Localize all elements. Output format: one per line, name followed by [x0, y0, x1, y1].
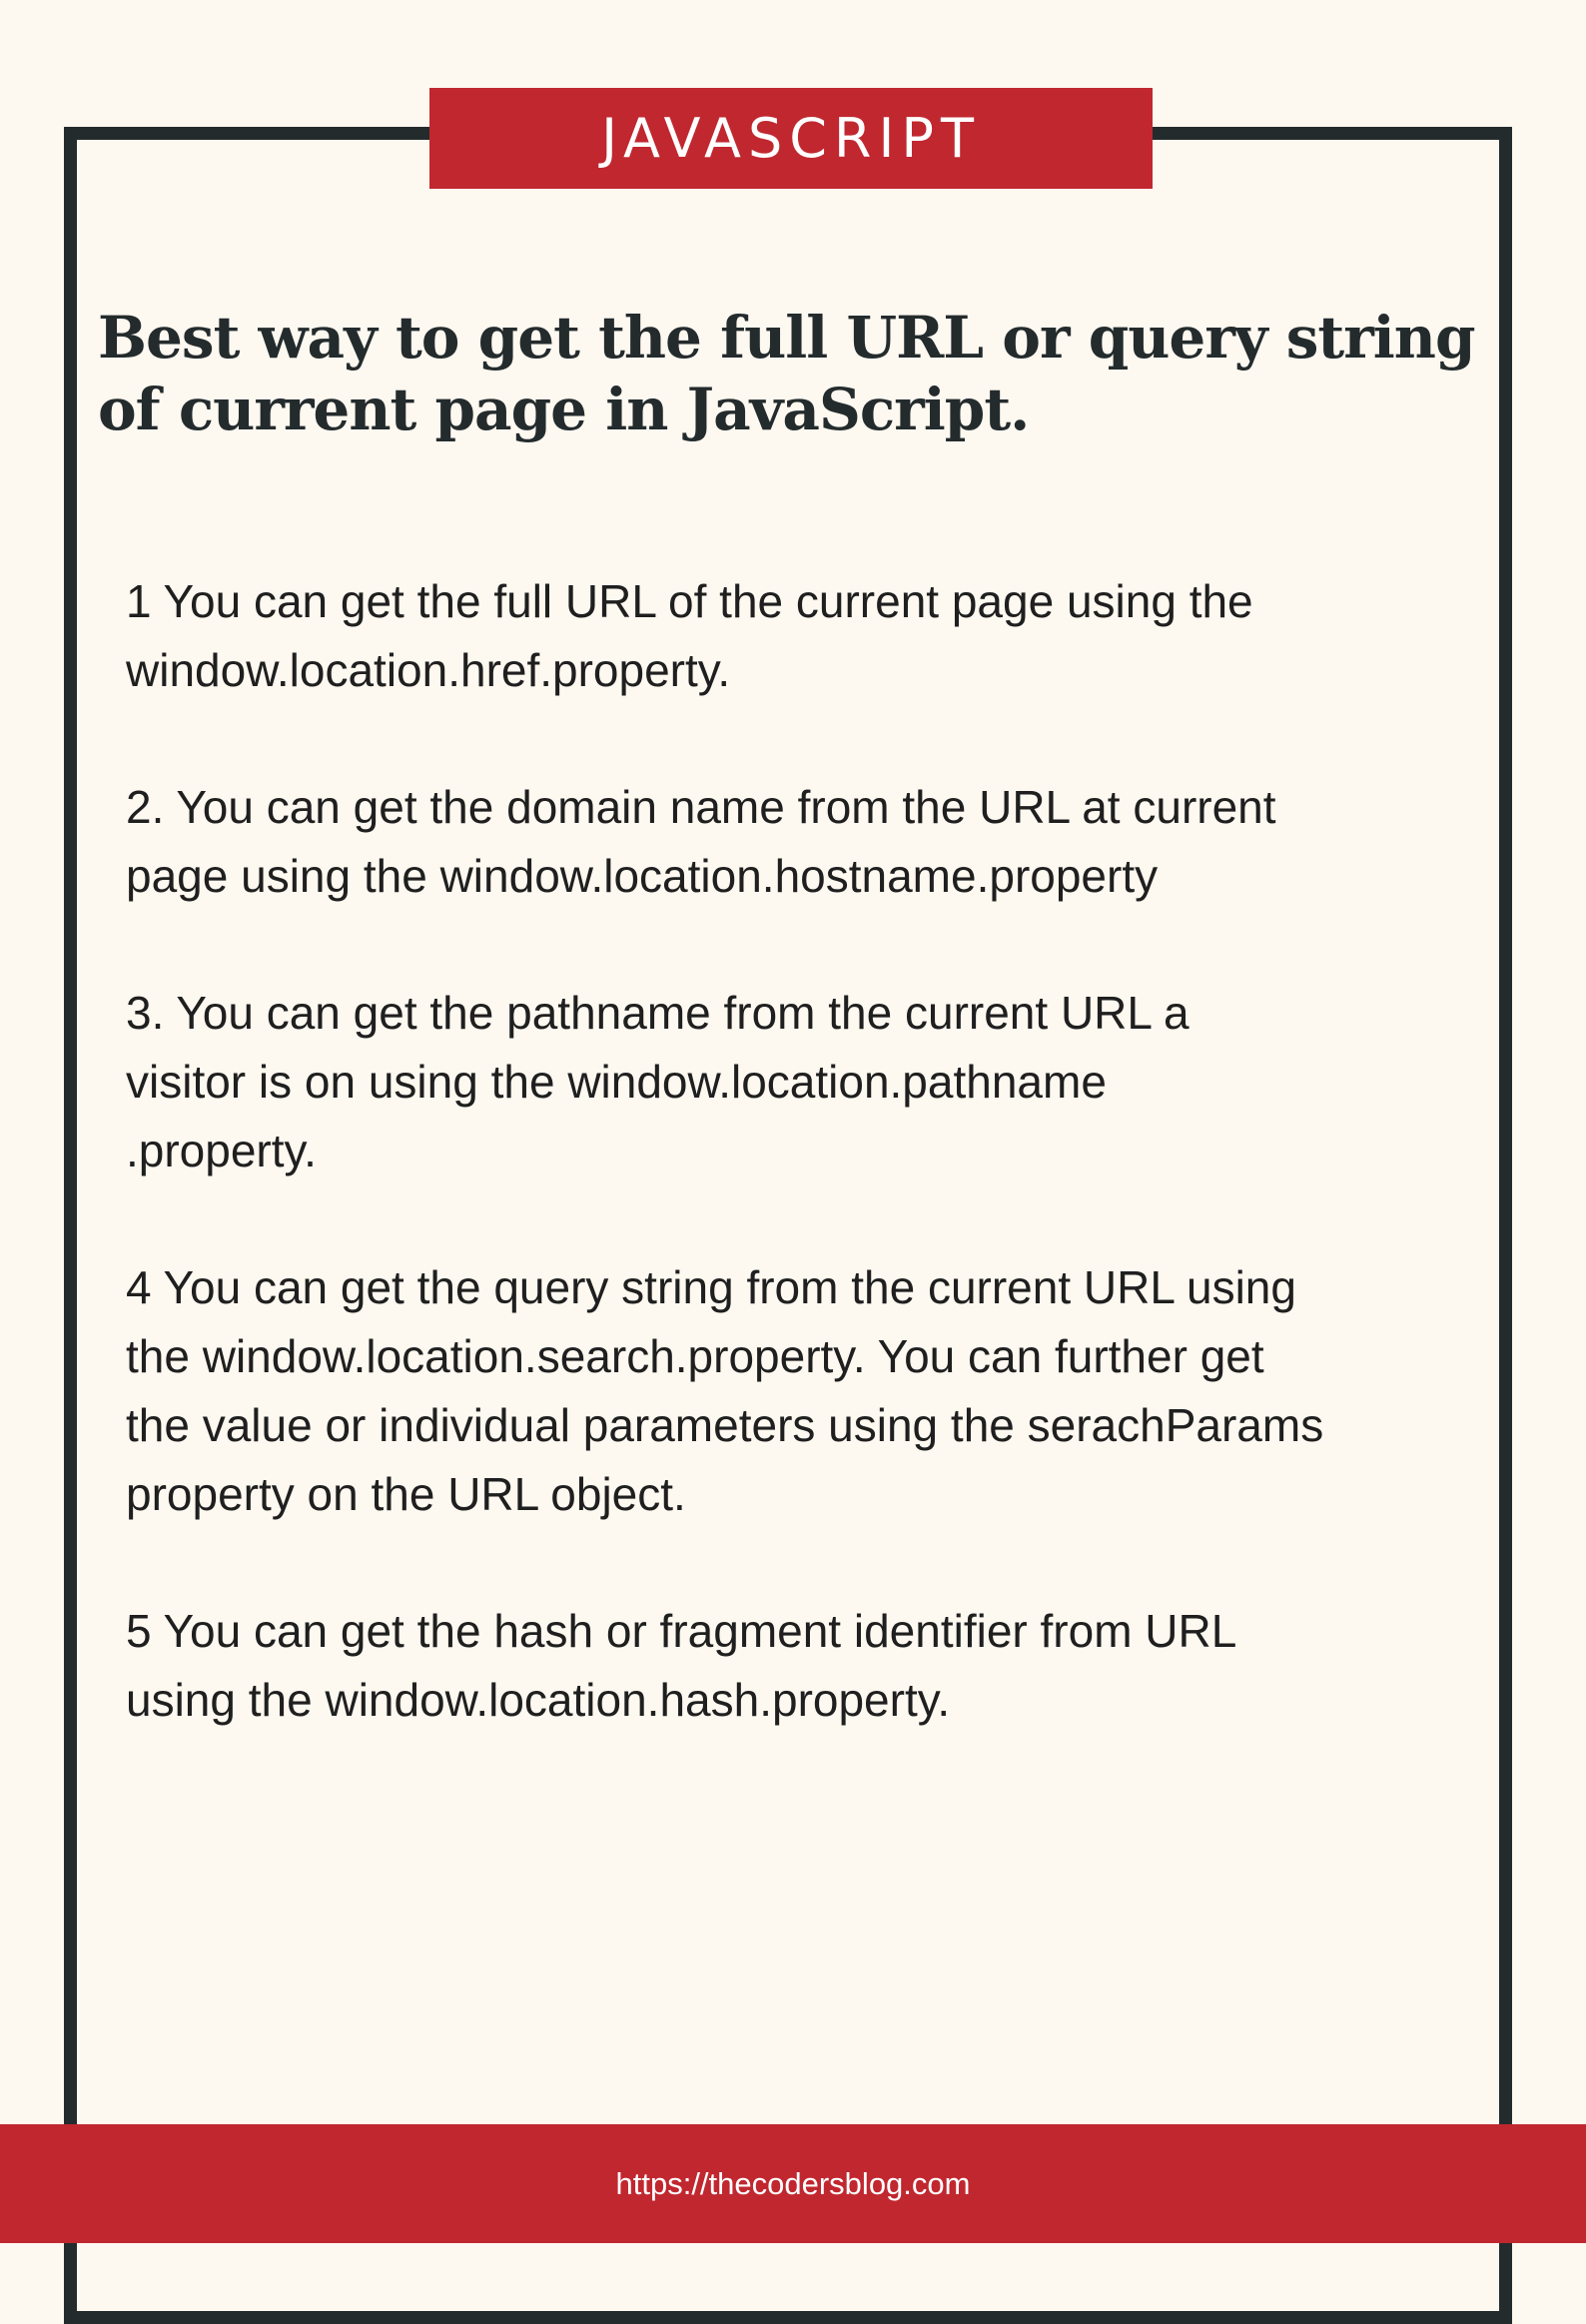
title-line-2: of current page in JavaScript. [98, 376, 1030, 443]
category-tag [429, 88, 1153, 189]
list-item: 4 You can get the query string from the current URL using the window.location.search.property. You can further get the value or individual parameters using the serachParams property on the URL object. [126, 1261, 1324, 1520]
list-item: 5 You can get the hash or fragment identifier from URL using the window.location.hash.property. [126, 1605, 1237, 1726]
category-tag-label: JAVASCRIPT [601, 107, 981, 170]
page-title [98, 302, 1496, 445]
list-item: 1 You can get the full URL of the current page using the window.location.href.property. [126, 575, 1253, 696]
title-line-1: Best way to get the full URL or query string [98, 304, 1475, 372]
footer-url-link[interactable]: https://thecodersblog.com [615, 2165, 971, 2201]
tips-list [126, 567, 1454, 1803]
footer-bar [0, 2124, 1586, 2243]
list-item: 3. You can get the pathname from the current URL a visitor is on using the window.location.pathname .property. [126, 987, 1190, 1176]
list-item: 2. You can get the domain name from the URL at current page using the window.location.hostname.property [126, 781, 1276, 902]
